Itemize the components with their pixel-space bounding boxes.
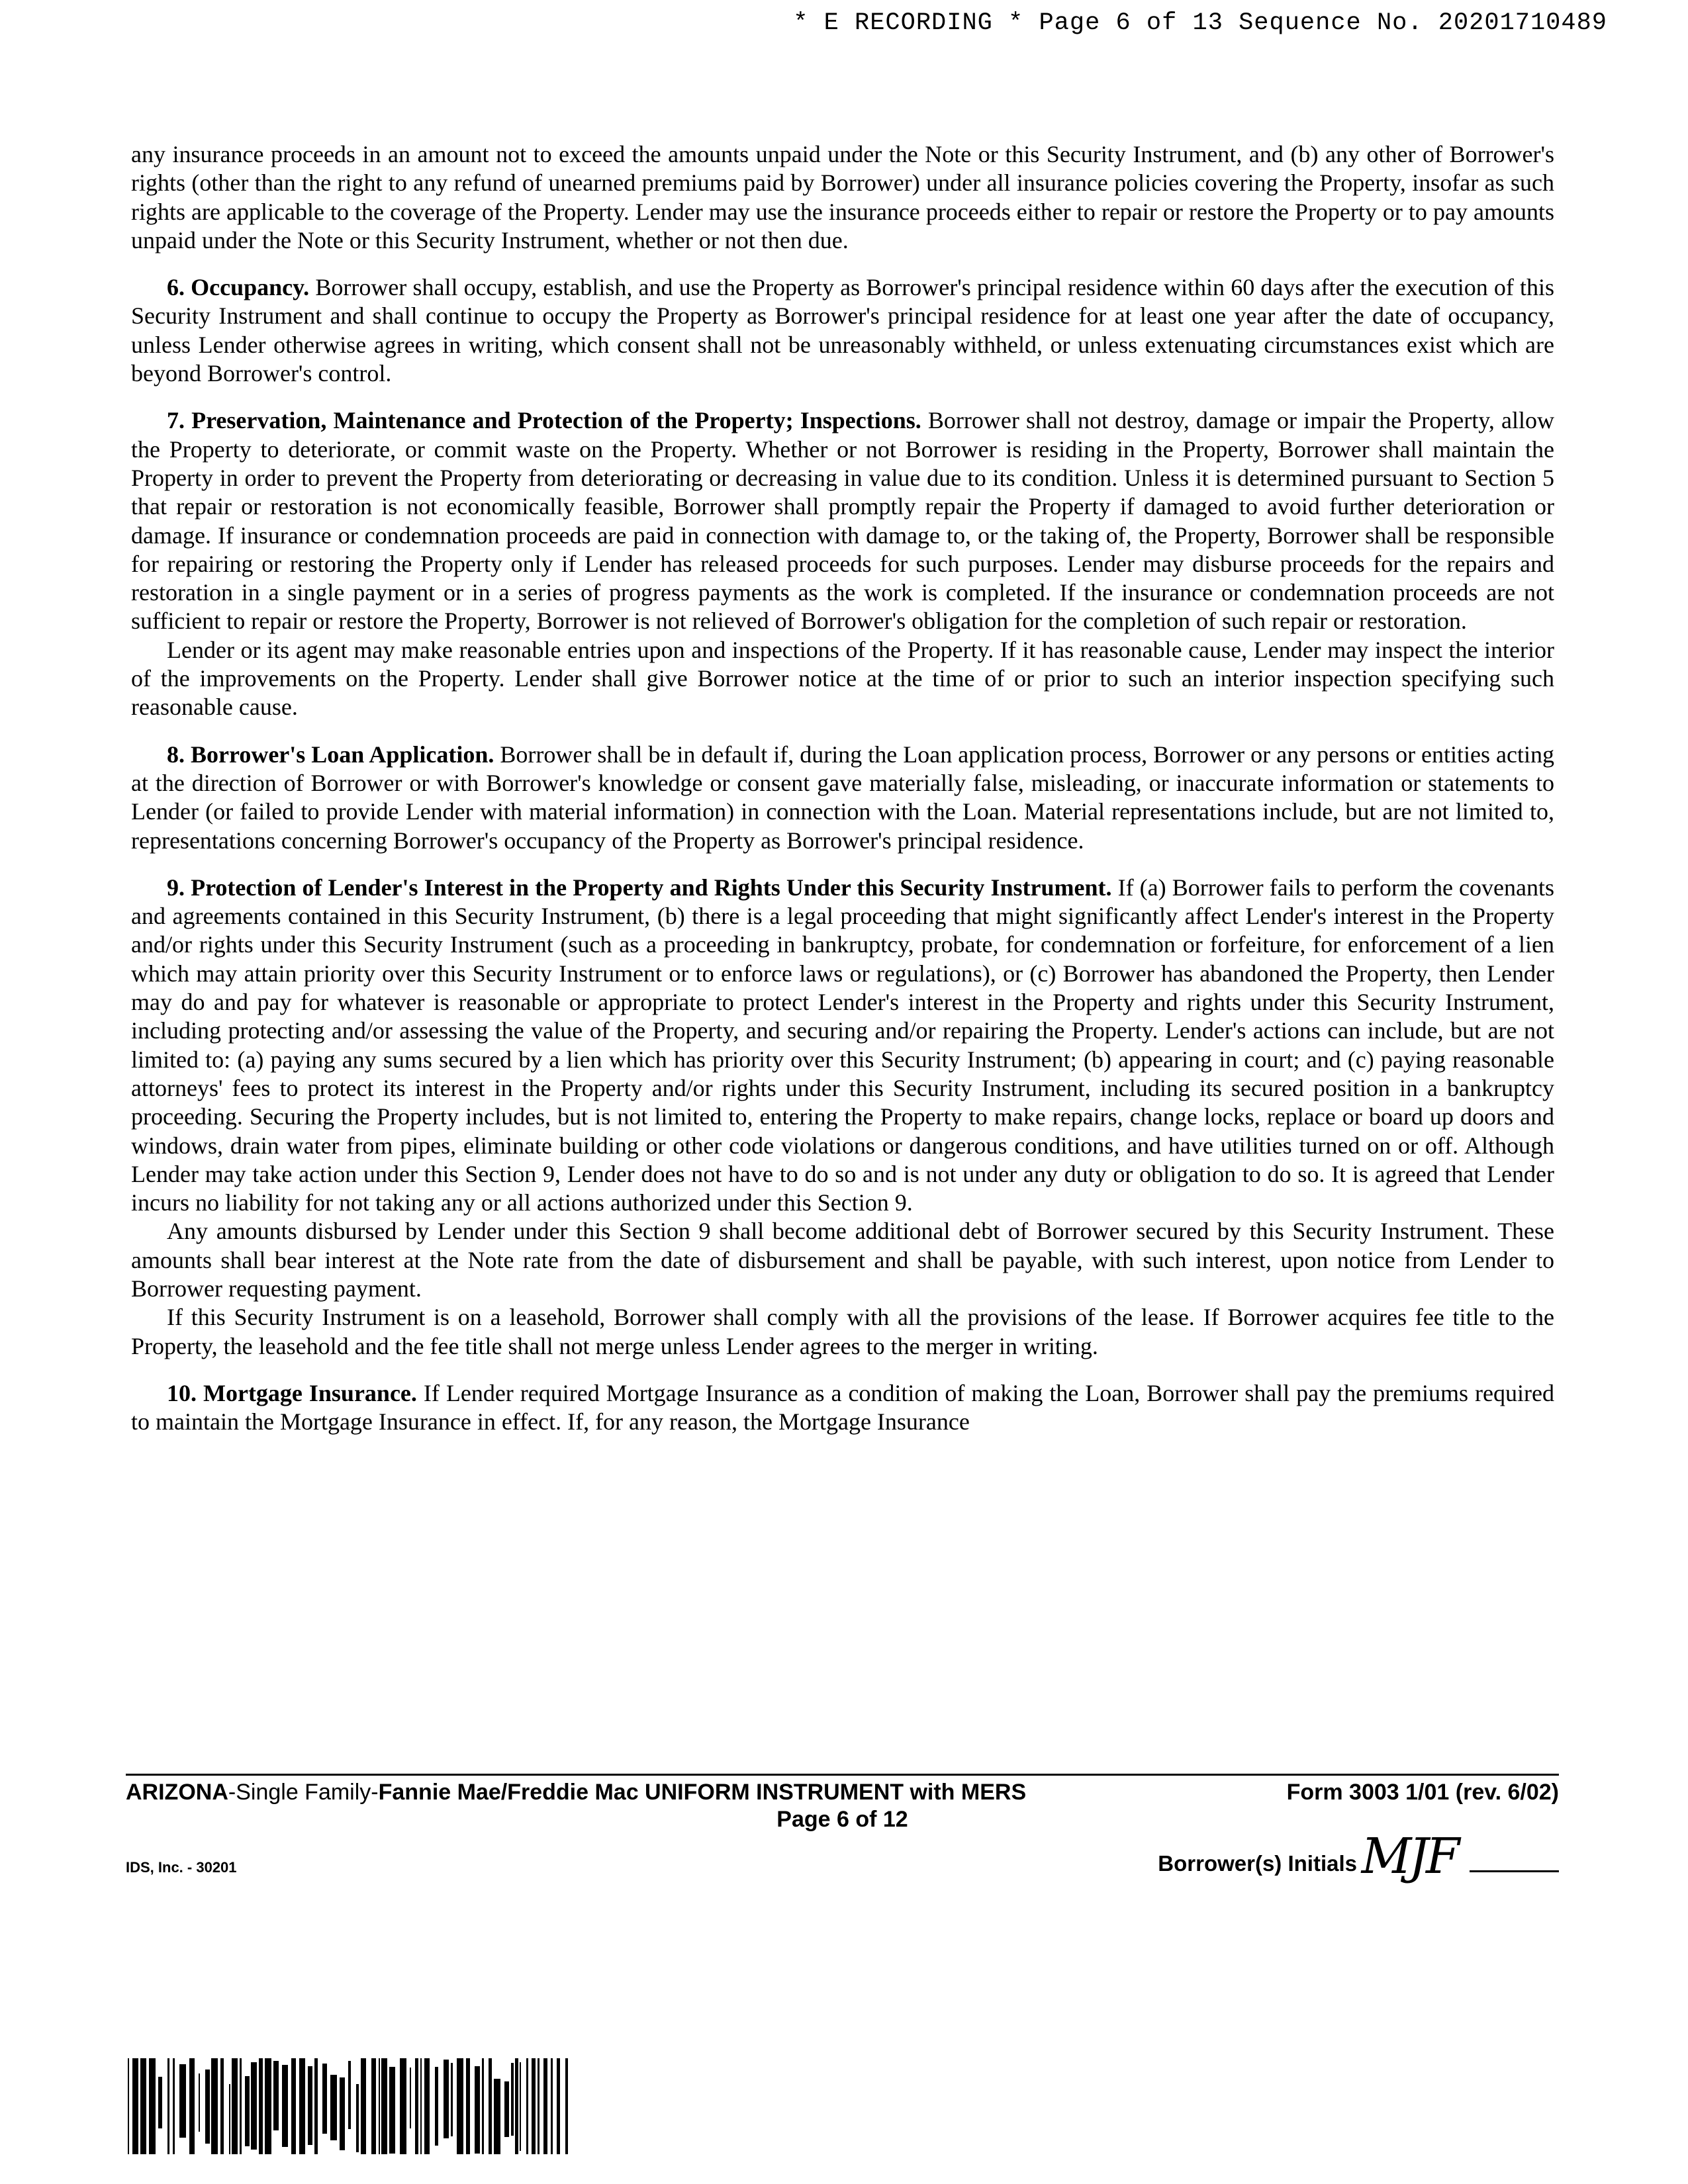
section-7-preservation — [131, 406, 1554, 635]
barcode-bar — [475, 2066, 480, 2154]
family-type: -Single Family- — [228, 1780, 379, 1805]
barcode-bar — [199, 2073, 200, 2132]
initials-signature: MJF — [1361, 1828, 1458, 1885]
footer-bottom-row — [126, 1828, 1559, 1885]
barcode-bar — [314, 2058, 318, 2154]
barcode-bar — [299, 2058, 305, 2154]
barcode-bar — [420, 2058, 422, 2154]
barcode-bar — [291, 2058, 296, 2154]
barcode-bar — [265, 2058, 271, 2154]
ids-code: IDS, Inc. - 30201 — [126, 1859, 237, 1876]
barcode-bar — [229, 2084, 230, 2154]
barcode-bar — [538, 2058, 539, 2154]
initials-blank-line — [1470, 1870, 1559, 1872]
section-10-mortgage-insurance — [131, 1379, 1554, 1437]
barcode-bar — [308, 2066, 312, 2145]
barcode-bar — [515, 2058, 518, 2154]
barcode-bar — [132, 2058, 138, 2154]
barcode-bar — [424, 2058, 430, 2154]
barcode-bar — [361, 2058, 366, 2154]
paragraph-insurance-continued — [131, 140, 1554, 255]
barcode-bar — [543, 2058, 547, 2154]
barcode-bar — [466, 2058, 470, 2154]
barcode-bar — [273, 2061, 279, 2130]
section-heading: 7. Preservation, Maintenance and Protection of the Property; Inspections. — [167, 407, 921, 434]
barcode-bar — [482, 2058, 484, 2154]
barcode-bar — [220, 2058, 224, 2154]
barcode-bar — [251, 2062, 257, 2150]
barcode-bar — [457, 2058, 463, 2154]
barcode-bar — [259, 2058, 263, 2154]
barcode-bar — [520, 2062, 521, 2151]
page-number: Page 6 of 12 — [776, 1807, 908, 1832]
barcode-bar — [340, 2077, 345, 2150]
barcode-bar — [322, 2064, 327, 2134]
borrower-initials — [1158, 1828, 1559, 1885]
form-number: Form 3003 1/01 (rev. 6/02) — [1286, 1780, 1559, 1805]
barcode-bar — [415, 2058, 418, 2154]
barcode-bar — [557, 2058, 560, 2154]
paragraph-text: If Lender required Mortgage Insurance as a condition of making the Loan, Borrower shall pay the premiums required to maintain the Mortgage Insurance in effect. If, for any reason, the Mortgage Insurance — [131, 1379, 1554, 1435]
barcode-bar — [379, 2058, 380, 2154]
barcode-bar — [551, 2058, 553, 2154]
instrument-title — [126, 1780, 1026, 1805]
barcode-bar — [356, 2084, 359, 2152]
document-body — [131, 140, 1554, 1436]
barcode-bar — [348, 2061, 351, 2129]
barcode-bar — [179, 2064, 186, 2138]
barcode-bar — [128, 2058, 129, 2154]
barcode-bar — [232, 2058, 238, 2154]
barcode-bar — [381, 2058, 387, 2154]
barcode-bar — [189, 2058, 195, 2154]
section-heading: 8. Borrower's Loan Application. — [167, 741, 494, 768]
section-heading: 10. Mortgage Insurance. — [167, 1379, 417, 1406]
barcode-bar — [240, 2058, 242, 2154]
barcode-bar — [330, 2075, 337, 2140]
barcode-bar — [245, 2076, 250, 2146]
barcode-bar — [167, 2058, 169, 2154]
footer-title-row — [126, 1780, 1559, 1805]
barcode-bar — [451, 2063, 453, 2136]
barcode-icon — [128, 2058, 568, 2154]
paragraph-text: If this Security Instrument is on a leasehold, Borrower shall comply with all the provisions of the lease. If Borrower acquires fee title to the Property, the leasehold and the fee title shall not merge unless Lender agrees to the merger in writing. — [131, 1304, 1554, 1359]
section-heading: 6. Occupancy. — [167, 274, 310, 301]
barcode-bar — [532, 2058, 536, 2154]
paragraph-text: Lender or its agent may make reasonable entries upon and inspections of the Property. If it has reasonable cause, Lender may inspect the interior of the improvements on the Property. Lender shall give Borrower notice at the time of or prior to such an interior inspection specifying such reasonable cause. — [131, 636, 1554, 721]
barcode-bar — [435, 2067, 438, 2146]
barcode-bar — [282, 2065, 288, 2147]
section-9-amounts-disbursed — [131, 1217, 1554, 1303]
barcode-bar — [140, 2058, 146, 2154]
barcode-bar — [511, 2063, 514, 2136]
initials-label: Borrower(s) Initials — [1158, 1851, 1357, 1876]
barcode-bar — [494, 2079, 500, 2154]
barcode-bar — [444, 2060, 449, 2138]
barcode-bar — [565, 2058, 568, 2154]
barcode-bar — [526, 2058, 528, 2154]
paragraph-text: If (a) Borrower fails to perform the covenants and agreements contained in this Security Instrument, (b) there is a legal proceeding that might significantly affect Lender's interest in the Property and/or rights under this Security Instrument (such as a proceeding in bankruptcy, probate, for condemnation or forfeiture, for enforcement of a lien which may attain priority over this Security Instrument or to enforce laws or regulations), or (c) Borrower has abandoned the Property, then Lender may do and pay for whatever is reasonable or appropriate to protect Lender's interest in the Property and rights under this Security Instrument, including protecting and/or assessing the value of the Property, and securing and/or repairing the Property. Lender's actions can include, but are not limited to: (a) paying any sums secured by a lien which has priority over this Security Instrument; (b) appearing in court; and (c) paying reasonable attorneys' fees to protect its interest in the Property and/or rights under this Security Instrument, including its secured position in a bankruptcy proceeding. Securing the Property includes, but is not limited to, entering the Property to make repairs, change locks, replace or board up doors and windows, drain water from pipes, eliminate building or other code violations or dangerous conditions, and have utilities turned on or off. Although Lender may take action under this Section 9, Lender does not have to do so and is not under any duty or obligation to do so. It is agreed that Lender incurs no liability for not taking any or all actions authorized under this Section 9. — [131, 874, 1554, 1216]
barcode-bar — [504, 2081, 509, 2137]
section-9-protection — [131, 874, 1554, 1218]
section-7-inspections — [131, 636, 1554, 722]
barcode-bar — [400, 2058, 406, 2154]
barcode-bar — [205, 2070, 210, 2144]
section-6-occupancy — [131, 273, 1554, 388]
section-heading: 9. Protection of Lender's Interest in the Property and Rights Under this Security Instrument. — [167, 874, 1112, 901]
recording-stamp: * E RECORDING * Page 6 of 13 Sequence No. 20201710489 — [793, 9, 1607, 37]
paragraph-text: Borrower shall be in default if, during the Loan application process, Borrower or any persons or entities acting at the direction of Borrower or with Borrower's knowledge or consent gave materially false, misleading, or inaccurate information or statements to Lender (or failed to provide Lender with material information) in connection with the Loan. Material representations include, but are not limited to, representations concerning Borrower's occupancy of the Property as Borrower's principal residence. — [131, 741, 1555, 854]
barcode-bar — [489, 2058, 492, 2154]
barcode-bar — [410, 2068, 411, 2128]
barcode-bar — [371, 2058, 376, 2154]
barcode-bar — [149, 2058, 156, 2154]
paragraph-text: any insurance proceeds in an amount not to exceed the amounts unpaid under the Note or this Security Instrument, and (b) any other of Borrower's rights (other than the right to any refund of unearned premiums paid by Borrower) under all insurance policies covering the Property, insofar as such rights are applicable to the coverage of the Property. Lender may use the insurance proceeds either to repair or restore the Property or to pay amounts unpaid under the Note or this Security Instrument, whether or not then due. — [131, 141, 1554, 253]
section-8-loan-application — [131, 741, 1554, 855]
barcode-bar — [211, 2058, 218, 2154]
paragraph-text: Any amounts disbursed by Lender under this Section 9 shall become additional debt of Borrower secured by this Security Instrument. These amounts shall bear interest at the Note rate from the date of disbursement and shall be payable, with such interest, upon notice from Lender to Borrower requesting payment. — [131, 1218, 1554, 1302]
barcode-bar — [158, 2077, 162, 2128]
paragraph-text: Borrower shall not destroy, damage or impair the Property, allow the Property to deteriorate, or commit waste on the Property. Whether or not Borrower is residing in the Property, Borrower shall maintain the Property in order to prevent the Property from deteriorating or decreasing in value due to its condition. Unless it is determined pursuant to Section 5 that repair or restoration is not economically feasible, Borrower shall promptly repair the Property if damaged to avoid further deterioration or damage. If insurance or condemnation proceeds are paid in connection with damage to, or the taking of, the Property, Borrower shall be responsible for repairing or restoring the Property only if Lender has released proceeds for such purposes. Lender may disburse proceeds for the repairs and restoration in a single payment or in a series of progress payments as the work is completed. If the insurance or condemnation proceeds are not sufficient to repair or restore the Property, Borrower is not relieved of Borrower's obligation for the completion of such repair or restoration. — [131, 407, 1554, 635]
instrument-name: Fannie Mae/Freddie Mac UNIFORM INSTRUMENT with MERS — [378, 1780, 1027, 1805]
footer-divider — [126, 1774, 1559, 1776]
barcode-bar — [389, 2067, 395, 2154]
paragraph-text: Borrower shall occupy, establish, and use the Property as Borrower's principal residence within 60 days after the execution of this Security Instrument and shall continue to occupy the Property as Borrower's principal residence for at least one year after the date of occupancy, unless Lender otherwise agrees in writing, which consent shall not be unreasonably withheld, or unless extenuating circumstances exist which are beyond Borrower's control. — [131, 274, 1555, 387]
barcode-bar — [173, 2058, 175, 2154]
form-footer — [126, 1774, 1559, 1885]
section-9-leasehold — [131, 1303, 1554, 1361]
state-name: ARIZONA — [126, 1780, 228, 1805]
